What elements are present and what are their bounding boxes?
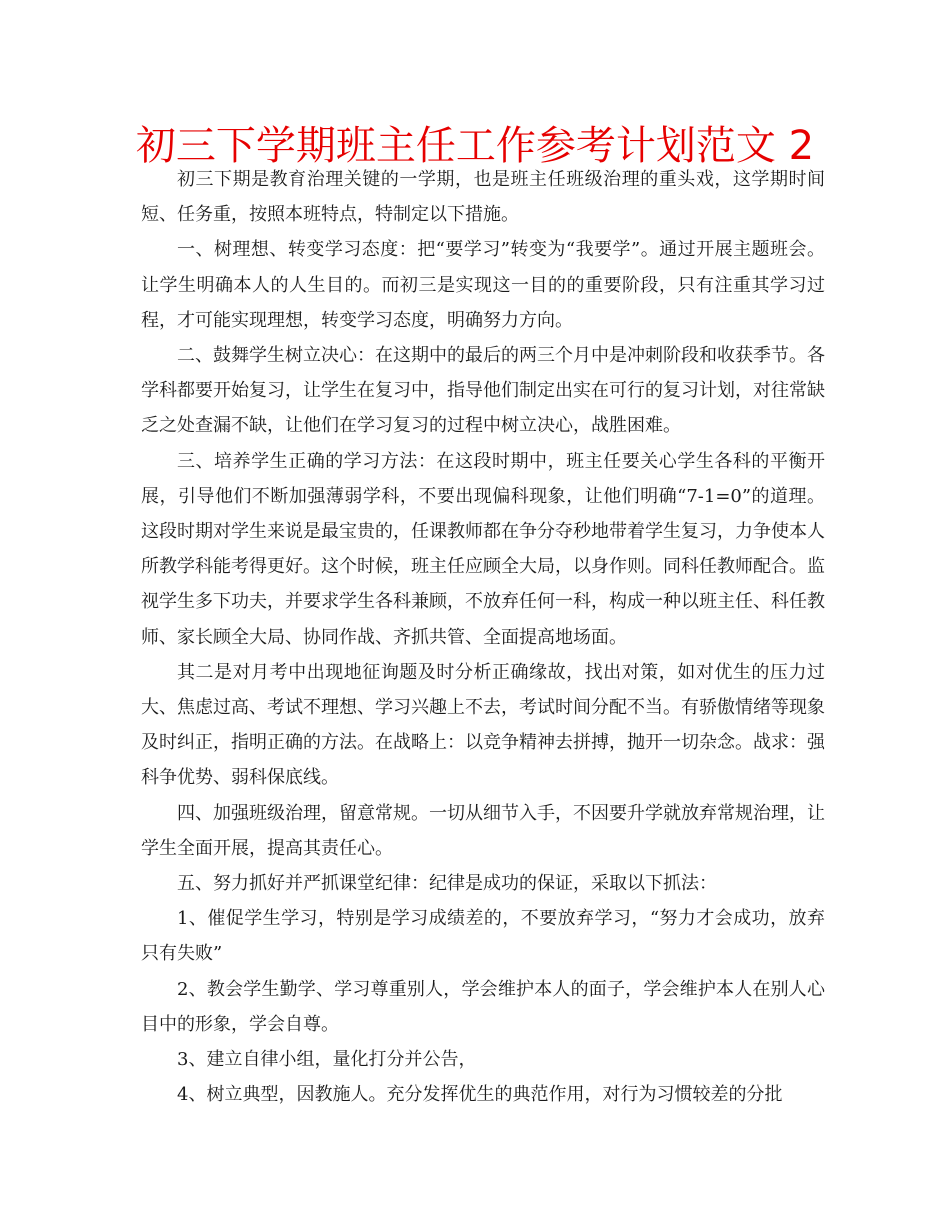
- paragraph: 2、教会学生勤学、学习尊重别人，学会维护本人的面子，学会维护本人在别人心目中的形象，学会自尊。: [141, 978, 825, 1035]
- paragraph: 四、加强班级治理，留意常规。一切从细节入手，不因要升学就放弃常规治理，让学生全面开展，提高其责任心。: [141, 802, 825, 859]
- paragraph: 一、树理想、转变学习态度：把“要学习”转变为“我要学”。通过开展主题班会。让学生明确本人的人生目的。而初三是实现这一目的的重要阶段，只有注重其学习过程，才可能实现理想，转变学习态度，明确努力方向。: [141, 239, 825, 331]
- paragraph: 1、催促学生学习，特别是学习成绩差的，不要放弃学习，“努力才会成功，放弃只有失败”: [141, 908, 825, 965]
- paragraph: 初三下期是教育治理关键的一学期，也是班主任班级治理的重头戏，这学期时间短、任务重，按照本班特点，特制定以下措施。: [141, 169, 825, 226]
- paragraph: 五、努力抓好并严抓课堂纪律：纪律是成功的保证，采取以下抓法：: [177, 873, 717, 895]
- paragraph: 二、鼓舞学生树立决心：在这期中的最后的两三个月中是冲刺阶段和收获季节。各学科都要开始复习，让学生在复习中，指导他们制定出实在可行的复习计划，对往常缺乏之处查漏不缺，让他们在学习复习的过程中树立决心，战胜困难。: [141, 345, 825, 437]
- paragraph: 其二是对月考中出现地征询题及时分析正确缘故，找出对策，如对优生的压力过大、焦虑过高、考试不理想、学习兴趣上不去，考试时间分配不当。有骄傲情绪等现象及时纠正，指明正确的方法。在战略上：以竞争精神去拼搏，抛开一切杂念。战求：强科争优势、弱科保底线。: [141, 661, 825, 789]
- document-body: [141, 162, 825, 1112]
- paragraph: 三、培养学生正确的学习方法：在这段时期中，班主任要关心学生各科的平衡开展，引导他们不断加强薄弱学科，不要出现偏科现象，让他们明确“7-1=0”的道理。这段时期对学生来说是最宝贵的，任课教师都在争分夺秒地带着学生复习，力争使本人所教学科能考得更好。这个时候，班主任应顾全大局，以身作则。同科任教师配合。监视学生多下功夫，并要求学生各科兼顾，不放弃任何一科，构成一种以班主任、科任教师、家长顾全大局、协同作战、齐抓共管、全面提高地场面。: [141, 450, 825, 648]
- paragraph: 3、建立自律小组，量化打分并公告，: [177, 1049, 477, 1071]
- document-title: 初三下学期班主任工作参考计划范文 2: [135, 123, 815, 169]
- paragraph: 4、树立典型，因教施人。充分发挥优生的典范作用，对行为习惯较差的分批: [177, 1084, 783, 1106]
